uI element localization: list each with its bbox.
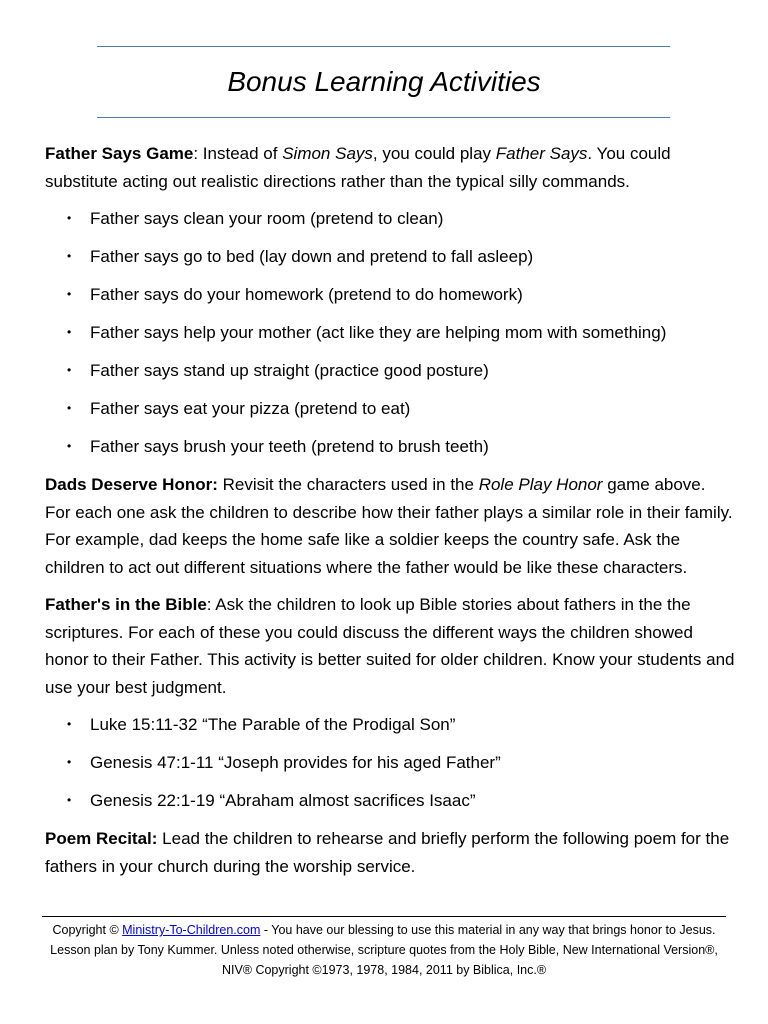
bullet-icon: • <box>67 717 72 731</box>
dads-deserve-honor-heading: Dads Deserve Honor: <box>45 475 218 494</box>
text-run: Copyright © <box>52 923 123 937</box>
list-item <box>45 749 735 777</box>
list-item-text: Genesis 47:1-11 “Joseph provides for his aged Father” <box>90 753 501 772</box>
list-item <box>45 395 735 423</box>
footer-rule <box>42 916 726 917</box>
list-item <box>45 319 735 347</box>
dads-deserve-honor-paragraph <box>45 471 735 581</box>
list-item <box>45 357 735 385</box>
list-item <box>45 243 735 271</box>
bullet-icon: • <box>67 325 72 339</box>
bullet-icon: • <box>67 401 72 415</box>
poem-recital-paragraph <box>45 825 735 880</box>
bullet-icon: • <box>67 439 72 453</box>
italic-run: Role Play Honor <box>478 475 603 494</box>
text-run: , you could play <box>372 144 496 163</box>
text-run: - You have our blessing to use this material in any way that brings honor to Jesus. Lesson plan by Tony Kummer. Unless noted otherwise, scripture quotes from the Holy Bible, New International Version®, NIV® Copyright ©1973, 1978, 1984, 2011 by Biblica, Inc.® <box>50 923 718 977</box>
list-item-text: Father says stand up straight (practice good posture) <box>90 361 489 380</box>
list-item-text: Father says clean your room (pretend to clean) <box>90 209 444 228</box>
bullet-icon: • <box>67 211 72 225</box>
text-run: game above. For each one ask the children to describe how their father plays a similar role in their family. For example, dad keeps the home safe like a soldier keeps the country safe. Ask the children to act out different situations where the father would be like these characters. <box>45 475 733 577</box>
text-run: : Instead of <box>193 144 283 163</box>
list-item-text: Father says brush your teeth (pretend to brush teeth) <box>90 437 489 456</box>
list-item <box>45 433 735 461</box>
list-item-text: Father says help your mother (act like they are helping mom with something) <box>90 323 667 342</box>
text-run: Lead the children to rehearse and briefly perform the following poem for the fathers in your church during the worship service. <box>45 829 730 876</box>
page-title: Bonus Learning Activities <box>227 66 541 97</box>
italic-run: Simon Says <box>282 144 373 163</box>
father-says-list <box>45 205 735 461</box>
bullet-icon: • <box>67 287 72 301</box>
fathers-in-bible-paragraph <box>45 591 735 701</box>
list-item-text: Luke 15:11-32 “The Parable of the Prodigal Son” <box>90 715 456 734</box>
list-item <box>45 205 735 233</box>
father-says-paragraph <box>45 140 735 195</box>
list-item-text: Father says eat your pizza (pretend to eat) <box>90 399 411 418</box>
list-item <box>45 711 735 739</box>
text-run: . You could substitute acting out realistic directions rather than the typical silly commands. <box>45 144 671 191</box>
bullet-icon: • <box>67 755 72 769</box>
title-rule-top <box>97 46 670 47</box>
text-run: : Ask the children to look up Bible stories about fathers in the the scriptures. For each of these you could discuss the different ways the children showed honor to their Father. This activity is better suited for older children. Know your students and use your best judgment. <box>45 595 735 697</box>
title-rule-bottom <box>97 117 670 118</box>
bullet-icon: • <box>67 793 72 807</box>
fathers-in-bible-heading: Father's in the Bible <box>45 595 207 614</box>
bullet-icon: • <box>67 363 72 377</box>
list-item-text: Father says go to bed (lay down and pretend to fall asleep) <box>90 247 534 266</box>
bible-stories-list <box>45 711 735 815</box>
copyright-footer <box>42 920 726 980</box>
bullet-icon: • <box>67 249 72 263</box>
list-item-text: Father says do your homework (pretend to do homework) <box>90 285 523 304</box>
list-item <box>45 281 735 309</box>
list-item-text: Genesis 22:1-19 “Abraham almost sacrifices Isaac” <box>90 791 476 810</box>
page-content <box>45 140 735 890</box>
poem-recital-heading: Poem Recital: <box>45 829 158 848</box>
list-item <box>45 787 735 815</box>
text-run: Revisit the characters used in the <box>217 475 479 494</box>
father-says-heading: Father Says Game <box>45 144 194 163</box>
italic-run: Father Says <box>495 144 588 163</box>
ministry-to-children-link[interactable]: Ministry-To-Children.com <box>122 923 261 937</box>
